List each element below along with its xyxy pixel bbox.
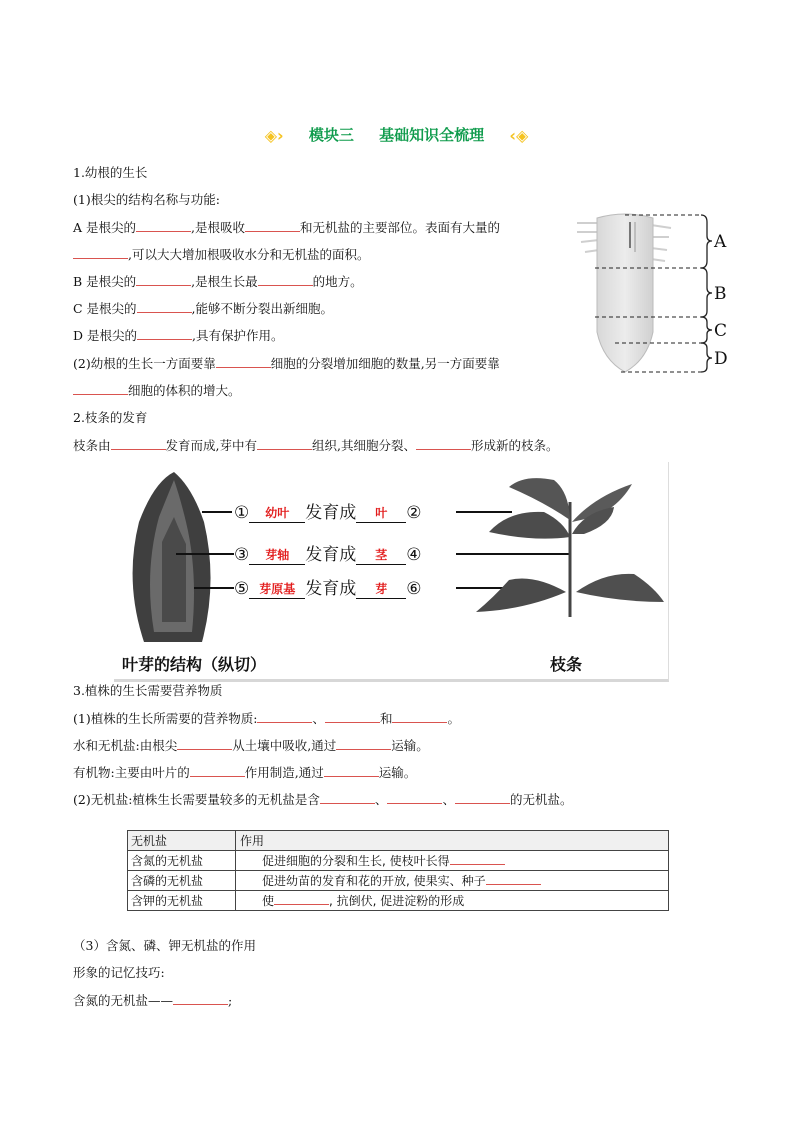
- answer-blank[interactable]: [216, 355, 271, 368]
- answer-blank[interactable]: [392, 710, 447, 723]
- number-label: ⑥: [406, 579, 422, 599]
- line-b: [73, 273, 363, 290]
- label-a: A: [714, 232, 727, 252]
- section2-line: [73, 437, 559, 454]
- answer-blank[interactable]: [336, 737, 391, 750]
- verb-text: 发育成: [305, 579, 357, 599]
- memory-title: 形象的记忆技巧:: [73, 965, 165, 980]
- answer-text: 芽原基: [259, 582, 296, 596]
- text: 细胞的分裂增加细胞的数量,另一方面要靠: [270, 356, 500, 371]
- bud-row-1: [234, 498, 422, 523]
- text: 含氮的无机盐——: [73, 993, 174, 1008]
- text: (2)无机盐:植株生长需要量较多的无机盐是含: [73, 792, 320, 807]
- water-line: [73, 737, 429, 754]
- salt-name: 含钾的无机盐: [128, 891, 236, 911]
- salt-name: 含氮的无机盐: [128, 851, 236, 871]
- text: 作用制造,通过: [244, 765, 324, 780]
- leaf-bud-figure: [114, 462, 669, 682]
- line-a2: [73, 246, 369, 263]
- section3-sub3: （3）含氮、磷、钾无机盐的作用: [73, 938, 256, 953]
- text: 水和无机盐:由根尖: [73, 738, 178, 753]
- answer-blank[interactable]: [455, 791, 510, 804]
- zone-braces: [701, 215, 712, 372]
- text: 有机物:主要由叶片的: [73, 765, 190, 780]
- answer-blank[interactable]: [450, 852, 505, 865]
- text: 和无机盐的主要部位。表面有大量的: [300, 220, 501, 235]
- line-sub2-1: [73, 355, 500, 372]
- section1-sub1: (1)根尖的结构名称与功能:: [73, 192, 220, 207]
- text: (1)植株的生长所需要的营养物质:: [73, 711, 258, 726]
- verb-text: 发育成: [305, 503, 357, 523]
- line-c: [73, 300, 333, 317]
- answer-blank[interactable]: [177, 737, 232, 750]
- text: 、: [442, 792, 455, 807]
- table-header-row: [128, 831, 669, 851]
- bud-row-2: [234, 540, 422, 565]
- number-label: ④: [406, 545, 422, 565]
- caption-leaf-bud: 叶芽的结构（纵切）: [122, 655, 267, 674]
- text: 、: [312, 711, 325, 726]
- text: 发育而成,芽中有: [165, 438, 257, 453]
- text: 枝条由: [73, 438, 111, 453]
- salt-effect: [236, 851, 669, 871]
- answer-text: 茎: [375, 548, 388, 562]
- module-number: 模块三: [308, 126, 354, 144]
- root-tip-illustration: [575, 210, 735, 380]
- text: D 是根尖的: [73, 328, 137, 343]
- section1-heading: 1.幼根的生长: [73, 165, 148, 180]
- salt-effect: [236, 871, 669, 891]
- answer-blank[interactable]: [324, 764, 379, 777]
- root-body: [597, 214, 653, 372]
- text: 运输。: [391, 738, 429, 753]
- diamond-ornament-icon: ‹◈: [509, 126, 529, 145]
- table-row: [128, 871, 669, 891]
- answer-blank[interactable]: [274, 892, 329, 905]
- label-d: D: [714, 349, 728, 369]
- answer-blank[interactable]: [258, 273, 313, 286]
- answer-blank[interactable]: [173, 992, 228, 1005]
- answer-blank[interactable]: [416, 437, 471, 450]
- text: 的地方。: [312, 274, 363, 289]
- mineral-salts-table: [127, 830, 669, 911]
- answer-blank[interactable]: [486, 872, 541, 885]
- caption-branch: 枝条: [550, 655, 583, 674]
- text: 形成新的枝条。: [470, 438, 559, 453]
- section3-sub1: [73, 710, 460, 727]
- table-row: [128, 891, 669, 911]
- answer-blank[interactable]: [73, 246, 128, 259]
- text: 使: [262, 894, 275, 908]
- salt-name: 含磷的无机盐: [128, 871, 236, 891]
- text: , 抗倒伏, 促进淀粉的形成: [329, 894, 465, 908]
- answer-blank[interactable]: [387, 791, 442, 804]
- text: 组织,其细胞分裂、: [312, 438, 416, 453]
- text: (2)幼根的生长一方面要靠: [73, 356, 216, 371]
- number-label: ③: [234, 545, 250, 565]
- text: 。: [447, 711, 460, 726]
- label-b: B: [714, 284, 727, 304]
- text: 的无机盐。: [509, 792, 573, 807]
- answer-blank[interactable]: [325, 710, 380, 723]
- answer-blank[interactable]: [136, 273, 191, 286]
- text: ,可以大大增加根吸收水分和无机盐的面积。: [128, 247, 370, 262]
- nitrogen-line: [73, 992, 232, 1009]
- number-label: ⑤: [234, 579, 250, 599]
- answer-blank[interactable]: [190, 764, 245, 777]
- module-header: [0, 124, 793, 145]
- answer-text: 芽: [375, 582, 388, 596]
- organic-line: [73, 764, 416, 781]
- text: 和: [379, 711, 393, 726]
- branch-drawing: [476, 478, 664, 617]
- text: ;: [228, 993, 233, 1008]
- diamond-ornament-icon: ◈›: [264, 126, 284, 145]
- answer-blank[interactable]: [137, 300, 192, 313]
- section2-heading: 2.枝条的发育: [73, 410, 148, 425]
- answer-text: 幼叶: [265, 506, 290, 520]
- text: ,是根生长最: [191, 274, 258, 289]
- label-c: C: [714, 321, 728, 341]
- answer-blank[interactable]: [245, 219, 300, 232]
- text: ,能够不断分裂出新细胞。: [191, 301, 334, 316]
- table-header: 无机盐: [128, 831, 236, 851]
- answer-blank[interactable]: [257, 437, 312, 450]
- number-label: ②: [406, 503, 422, 523]
- text: ,是根吸收: [191, 220, 245, 235]
- table-header: 作用: [236, 831, 669, 851]
- text: 细胞的体积的增大。: [128, 383, 241, 398]
- text: 促进细胞的分裂和生长, 使枝叶长得: [262, 854, 450, 868]
- answer-blank[interactable]: [136, 219, 191, 232]
- text: 运输。: [378, 765, 417, 780]
- section3-sub2: [73, 791, 572, 808]
- module-title: 基础知识全梳理: [379, 126, 485, 144]
- text: B 是根尖的: [73, 274, 137, 289]
- line-sub2-2: [73, 382, 241, 399]
- answer-blank[interactable]: [137, 327, 192, 340]
- text: 从土壤中吸收,通过: [232, 738, 337, 753]
- bud-row-3: [234, 574, 422, 599]
- text: 促进幼苗的发育和花的开放, 使果实、种子: [262, 874, 486, 888]
- section3-heading: 3.植株的生长需要营养物质: [73, 683, 223, 698]
- text: C 是根尖的: [73, 301, 137, 316]
- leaf-bud-drawing: [133, 472, 211, 642]
- answer-blank[interactable]: [257, 710, 312, 723]
- root-tip-figure: [575, 210, 735, 380]
- answer-text: 芽轴: [265, 548, 290, 562]
- table-row: [128, 851, 669, 871]
- line-d: [73, 327, 283, 344]
- answer-text: 叶: [375, 506, 388, 520]
- answer-blank[interactable]: [111, 437, 166, 450]
- verb-text: 发育成: [305, 545, 357, 565]
- number-label: ①: [234, 503, 250, 523]
- line-a1: [73, 219, 500, 236]
- bud-and-branch-illustration: [114, 462, 668, 679]
- text: ,具有保护作用。: [192, 328, 284, 343]
- answer-blank[interactable]: [320, 791, 375, 804]
- salt-effect: [236, 891, 669, 911]
- text: 、: [374, 792, 388, 807]
- answer-blank[interactable]: [73, 382, 128, 395]
- text: A 是根尖的: [73, 220, 137, 235]
